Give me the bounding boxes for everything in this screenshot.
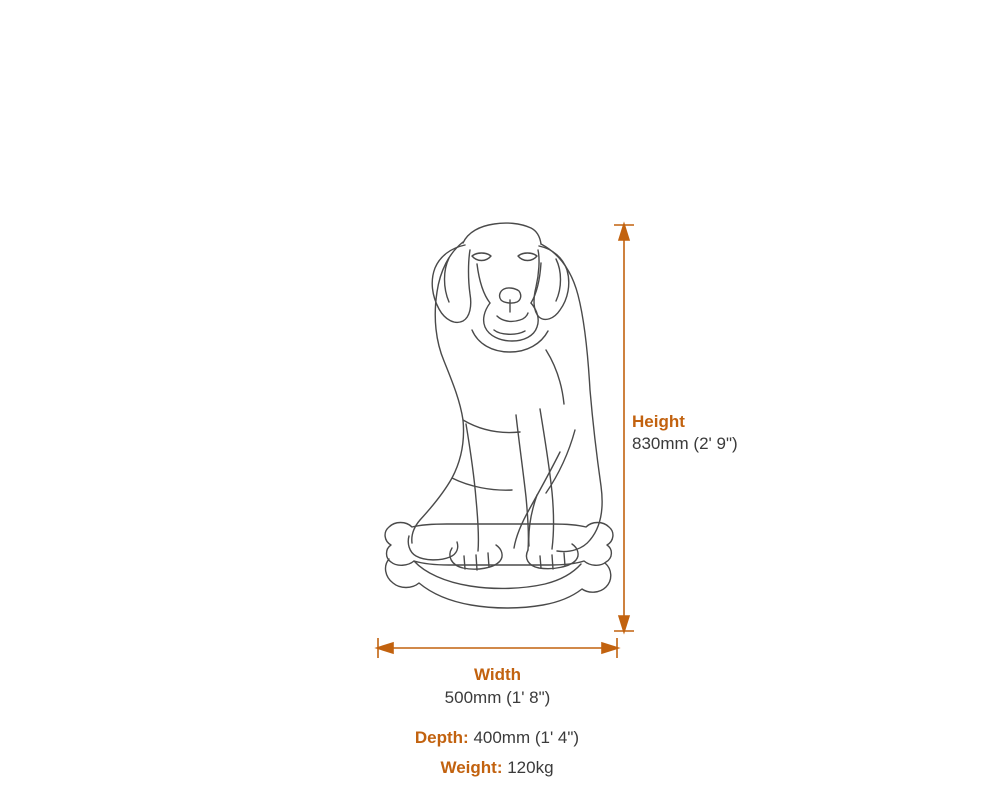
ear-right: [534, 246, 569, 319]
height-arrow-top: [619, 224, 629, 240]
height-dimension-label: [632, 411, 738, 455]
height-arrow-bottom: [619, 616, 629, 632]
width-dimension-label: [390, 663, 605, 709]
body-chest-outline: [412, 242, 464, 543]
foreleg-right: [540, 409, 554, 549]
ear-right-inner: [556, 259, 561, 301]
head-outline: [463, 223, 541, 244]
muzzle-top: [477, 264, 490, 303]
depth-dimension-row: [282, 726, 712, 750]
depth-value: 400mm (1' 4"): [473, 728, 580, 747]
width-arrow-right: [602, 643, 618, 653]
body-back-outline: [541, 244, 602, 552]
eye-right: [518, 253, 537, 261]
weight-row: [282, 756, 712, 780]
hind-thigh-crease: [546, 430, 575, 493]
weight-label: Weight:: [440, 758, 508, 777]
height-value: 830mm (2' 9"): [632, 434, 738, 453]
shoulder-line: [546, 350, 564, 404]
belly-line: [463, 420, 520, 433]
eye-left: [472, 253, 491, 261]
depth-label: Depth:: [414, 728, 474, 747]
weight-value: 120kg: [507, 758, 554, 777]
foreleg-right-inner: [516, 415, 528, 550]
height-label: Height: [632, 412, 685, 431]
mouth-line: [497, 313, 528, 321]
base-top-outline: [385, 523, 613, 566]
width-arrow-left: [377, 643, 393, 653]
width-label: Width: [473, 665, 522, 684]
width-value: 500mm (1' 8"): [444, 688, 551, 707]
jaw-line: [494, 330, 525, 334]
torso-crease: [452, 478, 512, 490]
